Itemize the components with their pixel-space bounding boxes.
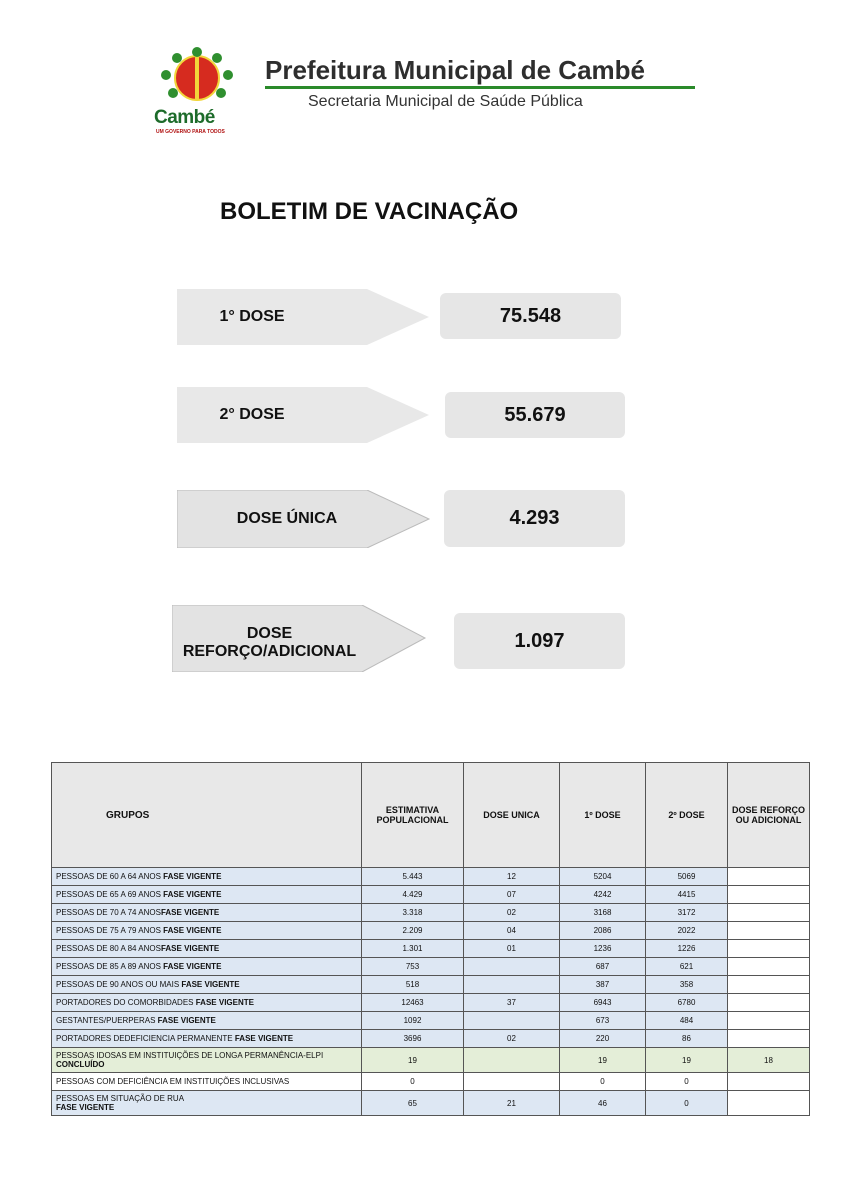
cell-reforco (728, 940, 810, 958)
cell-grupo (52, 940, 362, 958)
header-dose2: 2º DOSE (646, 763, 728, 868)
cell-dose1: 46 (560, 1091, 646, 1116)
cell-dose2: 19 (646, 1048, 728, 1073)
header-dose1: 1º DOSE (560, 763, 646, 868)
cell-dose1: 4242 (560, 886, 646, 904)
header-grupos: GRUPOS (52, 763, 362, 868)
grupo-text: PESSOAS DE 80 A 84 ANOS (56, 944, 161, 953)
header-subtitle: Secretaria Municipal de Saúde Pública (308, 93, 583, 110)
fase-text: FASE VIGENTE (163, 872, 222, 881)
fase-text: FASE VIGENTE (160, 908, 220, 917)
cell-estimativa: 2.209 (362, 922, 464, 940)
cell-reforco (728, 976, 810, 994)
cell-grupo (52, 868, 362, 886)
page-header (150, 45, 710, 140)
cell-dose1: 387 (560, 976, 646, 994)
cell-dose2: 86 (646, 1030, 728, 1048)
cell-dose-unica (464, 1012, 560, 1030)
cell-reforco (728, 904, 810, 922)
cell-dose-unica (464, 1073, 560, 1091)
cell-dose-unica: 01 (464, 940, 560, 958)
cell-dose-unica (464, 976, 560, 994)
table-row (52, 976, 810, 994)
table-row (52, 994, 810, 1012)
table-row (52, 886, 810, 904)
cell-dose-unica: 12 (464, 868, 560, 886)
grupo-text: PESSOAS DE 65 A 69 ANOS (56, 890, 164, 899)
header-dose-unica: DOSE UNICA (464, 763, 560, 868)
cell-dose1: 673 (560, 1012, 646, 1030)
table-row (52, 1073, 810, 1091)
cell-estimativa: 518 (362, 976, 464, 994)
cell-grupo (52, 886, 362, 904)
cell-dose1: 687 (560, 958, 646, 976)
fase-text: FASE VIGENTE (163, 926, 222, 935)
table-row (52, 904, 810, 922)
cell-dose2: 358 (646, 976, 728, 994)
fase-text: FASE VIGENTE (157, 1016, 216, 1025)
cell-grupo (52, 1091, 362, 1116)
cell-dose2: 1226 (646, 940, 728, 958)
cell-estimativa: 3.318 (362, 904, 464, 922)
grupo-text: PESSOAS IDOSAS EM INSTITUIÇÕES DE LONGA PERMANÊNCIA-ELPI (56, 1051, 324, 1060)
fase-text: FASE VIGENTE (181, 980, 240, 989)
dose1-arrow (177, 289, 432, 345)
grupo-text: PESSOAS DE 75 A 79 ANOS (56, 926, 164, 935)
table-row (52, 940, 810, 958)
header-reforco: DOSE REFORÇO OU ADICIONAL (728, 763, 810, 868)
cell-reforco (728, 1030, 810, 1048)
grupo-text: PESSOAS EM SITUAÇÃO DE RUA (56, 1094, 185, 1103)
grupo-text: PESSOAS COM DEFICIÊNCIA EM INSTITUIÇÕES INCLUSIVAS (56, 1077, 290, 1086)
document-title: BOLETIM DE VACINAÇÃO (220, 198, 519, 225)
cell-dose-unica: 21 (464, 1091, 560, 1116)
table-row (52, 868, 810, 886)
cell-dose2: 3172 (646, 904, 728, 922)
table-row (52, 1091, 810, 1116)
cell-dose-unica (464, 1048, 560, 1073)
cell-dose-unica: 04 (464, 922, 560, 940)
cell-estimativa: 0 (362, 1073, 464, 1091)
grupo-text: GESTANTES/PUERPERAS (56, 1016, 158, 1025)
fase-text: FASE VIGENTE (163, 890, 222, 899)
cell-reforco (728, 886, 810, 904)
cell-grupo (52, 1048, 362, 1073)
grupo-text: PORTADORES DEDEFICIENCIA PERMANENTE (56, 1034, 235, 1043)
cell-dose1: 0 (560, 1073, 646, 1091)
cell-reforco (728, 958, 810, 976)
dose2-arrow (177, 387, 432, 443)
cell-estimativa: 753 (362, 958, 464, 976)
cell-estimativa: 3696 (362, 1030, 464, 1048)
cell-grupo (52, 922, 362, 940)
cell-dose1: 1236 (560, 940, 646, 958)
cell-estimativa: 4.429 (362, 886, 464, 904)
cell-grupo (52, 1073, 362, 1091)
header-estimativa: ESTIMATIVA POPULACIONAL (362, 763, 464, 868)
logo-tagline: UM GOVERNO PARA TODOS (156, 129, 225, 135)
fase-text: CONCLUÍDO (56, 1060, 105, 1069)
cell-dose2: 621 (646, 958, 728, 976)
logo-text: Cambé (154, 107, 215, 128)
dose-unica-value: 4.293 (444, 490, 625, 547)
cell-dose1: 220 (560, 1030, 646, 1048)
dose2-value: 55.679 (445, 392, 625, 438)
cambe-logo (150, 45, 245, 137)
cell-dose2: 484 (646, 1012, 728, 1030)
cell-dose2: 6780 (646, 994, 728, 1012)
table-row (52, 1048, 810, 1073)
cell-reforco (728, 994, 810, 1012)
cell-grupo (52, 976, 362, 994)
header-divider (265, 86, 695, 89)
cell-estimativa: 1.301 (362, 940, 464, 958)
cell-reforco (728, 1091, 810, 1116)
cell-dose-unica: 37 (464, 994, 560, 1012)
dose-unica-arrow (177, 490, 432, 548)
cell-estimativa: 1092 (362, 1012, 464, 1030)
cell-dose1: 5204 (560, 868, 646, 886)
dose-reforco-value: 1.097 (454, 613, 625, 669)
cell-dose-unica: 07 (464, 886, 560, 904)
table-row (52, 1030, 810, 1048)
dose2-label: 2° DOSE (219, 406, 285, 423)
cell-dose2: 5069 (646, 868, 728, 886)
cell-reforco (728, 1073, 810, 1091)
header-title: Prefeitura Municipal de Cambé (265, 55, 645, 85)
dose-unica-label: DOSE ÚNICA (236, 510, 338, 527)
dose-reforco-arrow (172, 605, 428, 672)
cell-estimativa: 5.443 (362, 868, 464, 886)
vaccination-table (51, 762, 810, 1116)
fase-text: FASE VIGENTE (234, 1034, 294, 1043)
table-row (52, 958, 810, 976)
cell-estimativa: 12463 (362, 994, 464, 1012)
dose-reforco-label: DOSE REFORÇO/ADICIONAL (182, 624, 357, 660)
fase-text: FASE VIGENTE (163, 962, 222, 971)
cell-reforco: 18 (728, 1048, 810, 1073)
cell-reforco (728, 922, 810, 940)
cell-reforco (728, 1012, 810, 1030)
cell-dose2: 4415 (646, 886, 728, 904)
cell-grupo (52, 904, 362, 922)
grupo-text: PESSOAS DE 90 ANOS OU MAIS (56, 980, 182, 989)
cell-dose1: 2086 (560, 922, 646, 940)
cell-grupo (52, 1012, 362, 1030)
cell-dose-unica: 02 (464, 904, 560, 922)
cell-estimativa: 65 (362, 1091, 464, 1116)
cell-dose-unica: 02 (464, 1030, 560, 1048)
cell-reforco (728, 868, 810, 886)
table-row (52, 1012, 810, 1030)
cell-grupo (52, 958, 362, 976)
dose1-value: 75.548 (440, 293, 621, 339)
dose1-label: 1° DOSE (219, 308, 285, 325)
cell-grupo (52, 994, 362, 1012)
grupo-text: PORTADORES DO COMORBIDADES (56, 998, 196, 1007)
grupo-text: PESSOAS DE 60 A 64 ANOS (56, 872, 164, 881)
cell-dose-unica (464, 958, 560, 976)
fase-text: FASE VIGENTE (160, 944, 220, 953)
cell-dose2: 2022 (646, 922, 728, 940)
fase-text: FASE VIGENTE (195, 998, 254, 1007)
cell-estimativa: 19 (362, 1048, 464, 1073)
grupo-text: PESSOAS DE 70 A 74 ANOS (56, 908, 161, 917)
cell-grupo (52, 1030, 362, 1048)
cell-dose1: 3168 (560, 904, 646, 922)
cell-dose1: 6943 (560, 994, 646, 1012)
fase-text: FASE VIGENTE (56, 1103, 115, 1112)
cell-dose1: 19 (560, 1048, 646, 1073)
cell-dose2: 0 (646, 1091, 728, 1116)
grupo-text: PESSOAS DE 85 A 89 ANOS (56, 962, 164, 971)
cell-dose2: 0 (646, 1073, 728, 1091)
table-row (52, 922, 810, 940)
